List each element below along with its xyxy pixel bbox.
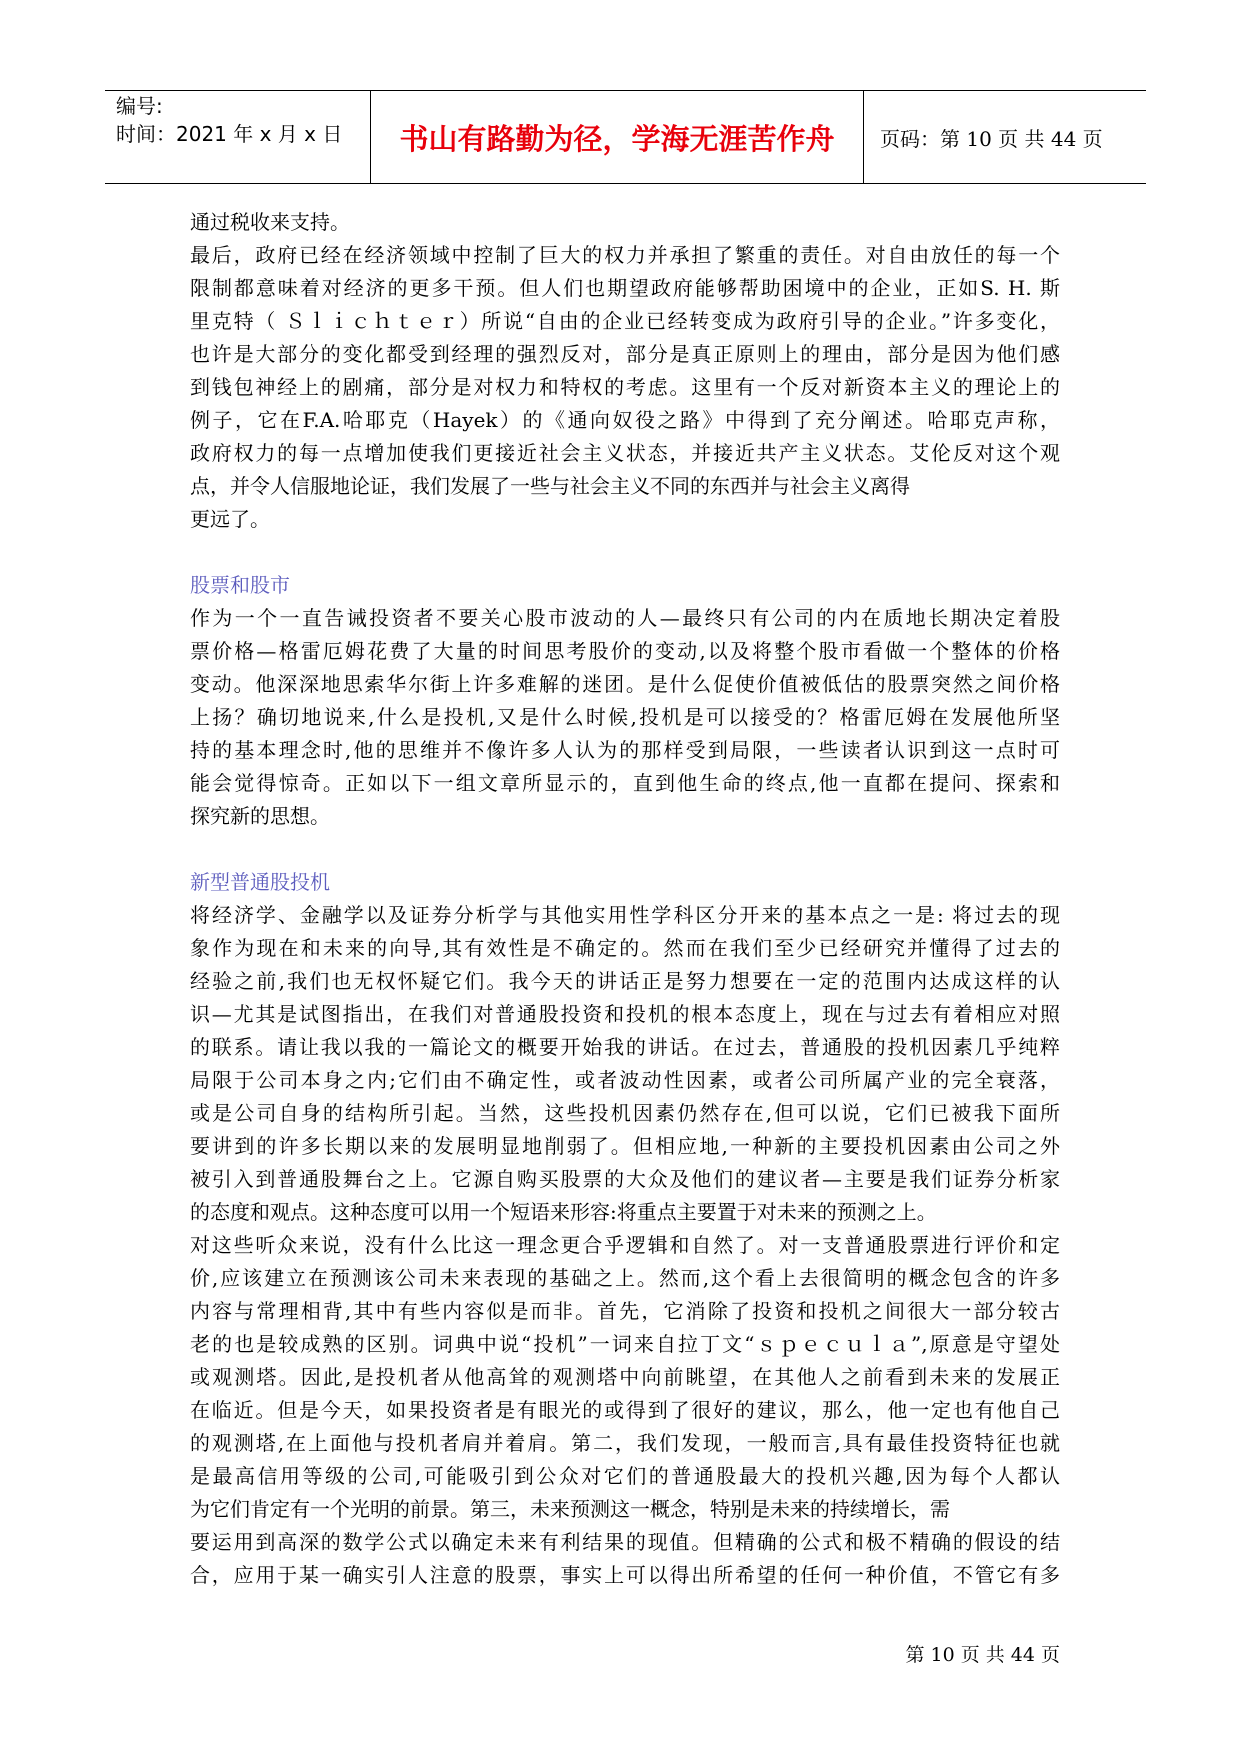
text-line: 价,应该建立在预测该公司未来表现的基础之上。然而,这个看上去很简明的概念包含的许多	[190, 1266, 1060, 1290]
text-line: 局限于公司本身之内;它们由不确定性，或者波动性因素，或者公司所属产业的完全衰落，	[190, 1068, 1060, 1092]
document-number-label: 编号:	[116, 94, 163, 118]
text-line: 限制都意味着对经济的更多干预。但人们也期望政府能够帮助困境中的企业，正如S. H. 斯	[190, 276, 1060, 300]
text-line: 在临近。但是今天，如果投资者是有眼光的或得到了很好的建议，那么，他一定也有他自己	[190, 1398, 1060, 1422]
header-left-cell	[105, 91, 370, 183]
header-motto-cell	[370, 91, 864, 183]
text-line: 对这些听众来说，没有什么比这一理念更合乎逻辑和自然了。对一支普通股票进行评价和定	[190, 1233, 1060, 1257]
document-date: 时间：2021 年 x 月 x 日	[116, 122, 343, 146]
text-line: 经验之前,我们也无权怀疑它们。我今天的讲话正是努力想要在一定的范围内达成这样的认	[190, 969, 1060, 993]
text-line: 到钱包神经上的剧痛，部分是对权力和特权的考虑。这里有一个反对新资本主义的理论上的	[190, 375, 1060, 399]
text-line: 将经济学、金融学以及证券分析学与其他实用性学科区分开来的基本点之一是: 将过去的现	[190, 903, 1060, 927]
text-line: 老的也是较成熟的区别。词典中说“投机”一词来自拉丁文“ｓｐｅｃｕｌａ”,原意是守望处	[190, 1332, 1060, 1356]
text-line: 政府权力的每一点增加使我们更接近社会主义状态，并接近共产主义状态。艾伦反对这个观	[190, 441, 1060, 465]
text-line: 识—尤其是试图指出，在我们对普通股投资和投机的根本态度上，现在与过去有着相应对照	[190, 1002, 1060, 1026]
paragraph-gap	[190, 833, 1060, 866]
text-line: 也许是大部分的变化都受到经理的强烈反对，部分是真正原则上的理由，部分是因为他们感	[190, 342, 1060, 366]
text-line: 更远了。	[190, 507, 270, 531]
text-line: 要运用到高深的数学公式以确定未来有利结果的现值。但精确的公式和极不精确的假设的结	[190, 1530, 1060, 1554]
text-line: 最后，政府已经在经济领域中控制了巨大的权力并承担了繁重的责任。对自由放任的每一个	[190, 243, 1060, 267]
text-line: 象作为现在和未来的向导,其有效性是不确定的。然而在我们至少已经研究并懂得了过去的	[190, 936, 1060, 960]
text-line: 探究新的思想。	[190, 804, 330, 828]
section-heading: 股票和股市	[190, 573, 290, 597]
text-line: 里克特（ Ｓｌｉｃｈｔｅｒ）所说“自由的企业已经转变成为政府引导的企业。”许多变化，	[190, 309, 1060, 333]
header-motto: 书山有路勤为径，学海无涯苦作舟	[399, 122, 835, 156]
document-body	[190, 206, 1060, 1592]
text-line: 或是公司自身的结构所引起。当然，这些投机因素仍然存在,但可以说，它们已被我下面所	[190, 1101, 1060, 1125]
text-line: 的联系。请让我以我的一篇论文的概要开始我的讲话。在过去，普通股的投机因素几乎纯粹	[190, 1035, 1060, 1059]
text-line: 例子，它在F.A.哈耶克（Hayek）的《通向奴役之路》中得到了充分阐述。哈耶克声称，	[190, 408, 1060, 432]
text-line: 或观测塔。因此,是投机者从他高耸的观测塔中向前眺望，在其他人之前看到未来的发展正	[190, 1365, 1060, 1389]
text-line: 通过税收来支持。	[190, 210, 350, 234]
text-line: 被引入到普通股舞台之上。它源自购买股票的大众及他们的建议者—主要是我们证券分析家	[190, 1167, 1060, 1191]
section-heading: 新型普通股投机	[190, 870, 330, 894]
text-line: 票价格—格雷厄姆花费了大量的时间思考股价的变动,以及将整个股市看做一个整体的价格	[190, 639, 1060, 663]
text-line: 为它们肯定有一个光明的前景。第三，未来预测这一概念，特别是未来的持续增长，需	[190, 1497, 950, 1521]
text-line: 点，并令人信服地论证，我们发展了一些与社会主义不同的东西并与社会主义离得	[190, 474, 910, 498]
text-line: 的态度和观点。这种态度可以用一个短语来形容:将重点主要置于对未来的预测之上。	[190, 1200, 937, 1224]
text-line: 是最高信用等级的公司,可能吸引到公众对它们的普通股最大的投机兴趣,因为每个人都认	[190, 1464, 1060, 1488]
text-line: 的观测塔,在上面他与投机者肩并着肩。第二，我们发现，一般而言,具有最佳投资特征也就	[190, 1431, 1060, 1455]
paragraph-gap	[190, 536, 1060, 569]
page-footer: 第 10 页 共 44 页	[905, 1644, 1060, 1666]
header-page-info: 页码：第 10 页 共 44 页	[880, 127, 1103, 151]
text-line: 作为一个一直告诫投资者不要关心股市波动的人—最终只有公司的内在质地长期决定着股	[190, 606, 1060, 630]
text-line: 合，应用于某一确实引人注意的股票，事实上可以得出所希望的任何一种价值，不管它有多	[190, 1563, 1060, 1587]
text-line: 内容与常理相背,其中有些内容似是而非。首先，它消除了投资和投机之间很大一部分较古	[190, 1299, 1060, 1323]
text-line: 要讲到的许多长期以来的发展明显地削弱了。但相应地,一种新的主要投机因素由公司之外	[190, 1134, 1060, 1158]
page-header	[105, 90, 1146, 184]
text-line: 变动。他深深地思索华尔街上许多难解的迷团。是什么促使价值被低估的股票突然之间价格	[190, 672, 1060, 696]
text-line: 能会觉得惊奇。正如以下一组文章所显示的，直到他生命的终点,他一直都在提问、探索和	[190, 771, 1060, 795]
header-page-cell	[864, 91, 1146, 183]
text-line: 上扬？确切地说来,什么是投机,又是什么时候,投机是可以接受的？格雷厄姆在发展他所坚	[190, 705, 1060, 729]
text-line: 持的基本理念时,他的思维并不像许多人认为的那样受到局限，一些读者认识到这一点时可	[190, 738, 1060, 762]
